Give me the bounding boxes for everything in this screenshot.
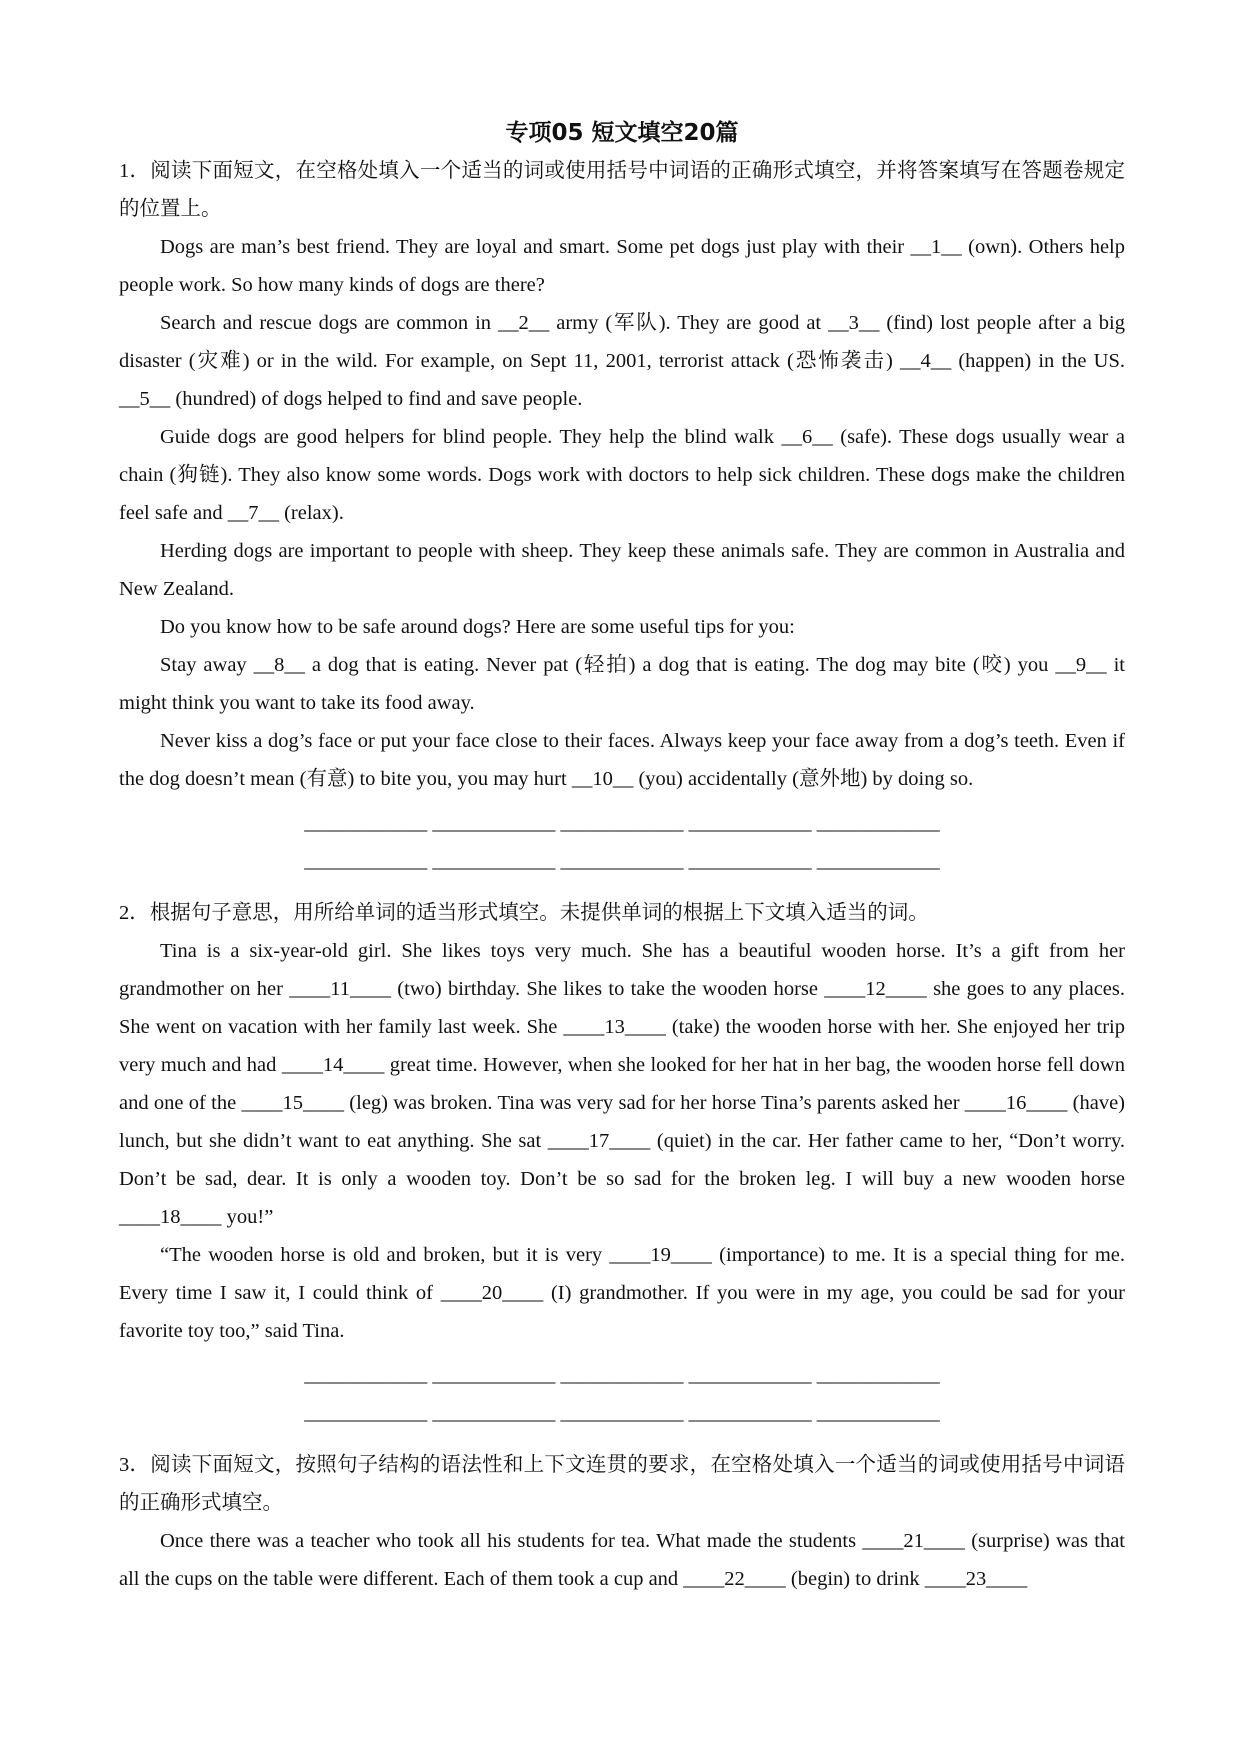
answer-line: ____________ ____________ ____________ ____________ ____________ bbox=[304, 812, 940, 834]
question-1-paragraph: Stay away __8__ a dog that is eating. Never pat (轻拍) a dog that is eating. The dog may bite (咬) you __9__ it might think you want to take its food away. bbox=[119, 654, 1125, 714]
question-2 bbox=[119, 894, 1125, 1432]
question-2-instructions: 2．根据句子意思，用所给单词的适当形式填空。未提供单词的根据上下文填入适当的词。 bbox=[119, 902, 929, 924]
question-1-paragraph: Guide dogs are good helpers for blind people. They help the blind walk __6__ (safe). These dogs usually wear a chain (狗链). They also know some words. Dogs work with doctors to help sick children. These dogs make the children feel safe and __7__ (relax). bbox=[119, 426, 1125, 524]
answer-line: ____________ ____________ ____________ ____________ ____________ bbox=[304, 1364, 940, 1386]
question-1-paragraph: Dogs are man’s best friend. They are loyal and smart. Some pet dogs just play with their __1__ (own). Others help people work. So how many kinds of dogs are there? bbox=[119, 236, 1125, 296]
question-3-paragraph: Once there was a teacher who took all his students for tea. What made the students ____21____ (surprise) was that all the cups on the table were different. Each of them took a cup and ____22____ (begin) to drink ____23____ bbox=[119, 1530, 1125, 1590]
question-1 bbox=[119, 152, 1125, 880]
question-1-instructions: 1．阅读下面短文，在空格处填入一个适当的词或使用括号中词语的正确形式填空，并将答案填写在答题卷规定的位置上。 bbox=[119, 160, 1125, 220]
question-2-answer-lines bbox=[119, 1356, 1125, 1432]
question-1-paragraph: Search and rescue dogs are common in __2__ army (军队). They are good at __3__ (find) lost people after a big disaster (灾难) or in the wild. For example, on Sept 11, 2001, terrorist attack (恐怖袭击) __4__ (happen) in the US. __5__ (hundred) of dogs helped to find and save people. bbox=[119, 312, 1125, 410]
answer-line: ____________ ____________ ____________ ____________ ____________ bbox=[304, 850, 940, 872]
answer-line: ____________ ____________ ____________ ____________ ____________ bbox=[304, 1402, 940, 1424]
question-1-paragraph: Do you know how to be safe around dogs? Here are some useful tips for you: bbox=[160, 616, 795, 638]
question-3-instructions: 3．阅读下面短文，按照句子结构的语法性和上下文连贯的要求，在空格处填入一个适当的词或使用括号中词语的正确形式填空。 bbox=[119, 1454, 1125, 1514]
question-2-paragraph: Tina is a six-year-old girl. She likes toys very much. She has a beautiful wooden horse. It’s a gift from her grandmother on her ____11____ (two) birthday. She likes to take the wooden horse ____12____ she goes to any places. She went on vacation with her family last week. She ____13____ (take) the wooden horse with her. She enjoyed her trip very much and had ____14____ great time. However, when she looked for her hat in her bag, the wooden horse fell down and one of the ____15____ (leg) was broken. Tina was very sad for her horse Tina’s parents asked her ____16____ (have) lunch, but she didn’t want to eat anything. She sat ____17____ (quiet) in the car. Her father came to her, “Don’t worry. Don’t be sad, dear. It is only a wooden toy. Don’t be so sad for the broken leg. I will buy a new wooden horse ____18____ you!” bbox=[119, 940, 1125, 1228]
question-1-answer-lines bbox=[119, 804, 1125, 880]
section-spacer bbox=[119, 1432, 1125, 1446]
question-3 bbox=[119, 1446, 1125, 1598]
question-2-paragraph: “The wooden horse is old and broken, but it is very ____19____ (importance) to me. It is a special thing for me. Every time I saw it, I could think of ____20____ (I) grandmother. If you were in my age, you could be sad for your favorite toy too,” said Tina. bbox=[119, 1244, 1125, 1342]
section-spacer bbox=[119, 880, 1125, 894]
question-1-paragraph: Never kiss a dog’s face or put your face close to their faces. Always keep your face away from a dog’s teeth. Even if the dog doesn’t mean (有意) to bite you, you may hurt __10__ (you) accidentally (意外地) by doing so. bbox=[119, 730, 1125, 790]
page-title: 专项05 短文填空20篇 bbox=[505, 120, 739, 146]
question-1-paragraph: Herding dogs are important to people with sheep. They keep these animals safe. They are common in Australia and New Zealand. bbox=[119, 540, 1125, 600]
